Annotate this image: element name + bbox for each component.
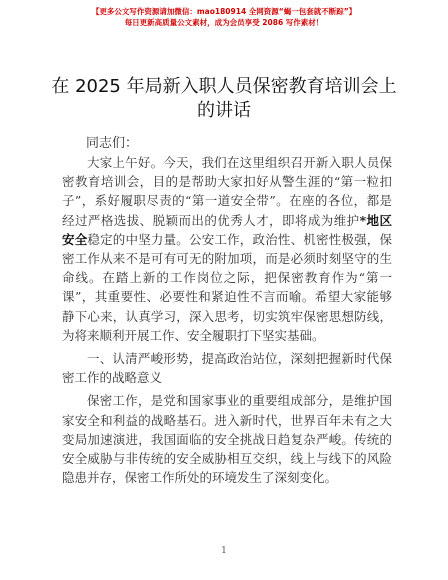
highlighted-region-text: *地区安全 bbox=[62, 212, 392, 247]
page-number: 1 bbox=[221, 546, 227, 556]
paragraph-section-1: 保密工作，是党和国家事业的重要组成部分，是维护国家安全和利益的战略基石。进入新时代，世界百年未有之大变局加速演进，我国面临的安全挑战日趋复杂严峻。传统的安全威胁与非传统的安全威胁相互交织，线上与线下的风险隐患并存，保密工作所处的环境发生了深刻变化。 bbox=[62, 393, 392, 486]
document-body bbox=[62, 153, 392, 487]
paragraph-intro-part2: 稳定的中坚力量。公安工作，政治性、机密性极强，保密工作从来不是可有可无的附加项，而是必须时刻坚守的生命线。在踏上新的工作岗位之际，把保密教育作为“第一课”，其重要性、必要性和紧迫性不言而喻。希望大家能够静下心来，认真学习，深入思考，切实筑牢保密思想防线，为将来顺利开展工作、安全履职打下坚实基础。 bbox=[62, 231, 392, 343]
paragraph-intro bbox=[62, 153, 392, 345]
promo-banner-line1: 【更多公文写作资源请加微信：mao180914 全网资源“蝎一包套就不断踪”】 bbox=[91, 7, 357, 16]
section-heading-1: 一、认清严峻形势，提高政治站位，深刻把握新时代保密工作的战略意义 bbox=[62, 351, 392, 386]
paragraph-intro-part1: 大家上午好。今天，我们在这里组织召开新入职人员保密教育培训会，目的是帮助大家扣好从警生涯的“第一粒扣子”，系好履职尽责的“第一道安全带”。在座的各位，都是经过严格选拔、脱颖而出的优秀人才，即将成为维护 bbox=[62, 155, 392, 228]
document-title: 在 2025 年局新入职人员保密教育培训会上的讲话 bbox=[51, 76, 397, 121]
promo-banner-line2: 每日更新高质量公文素材，成为会员享受 2086 写作素材！ bbox=[124, 18, 324, 27]
salutation: 同志们： bbox=[86, 136, 139, 151]
